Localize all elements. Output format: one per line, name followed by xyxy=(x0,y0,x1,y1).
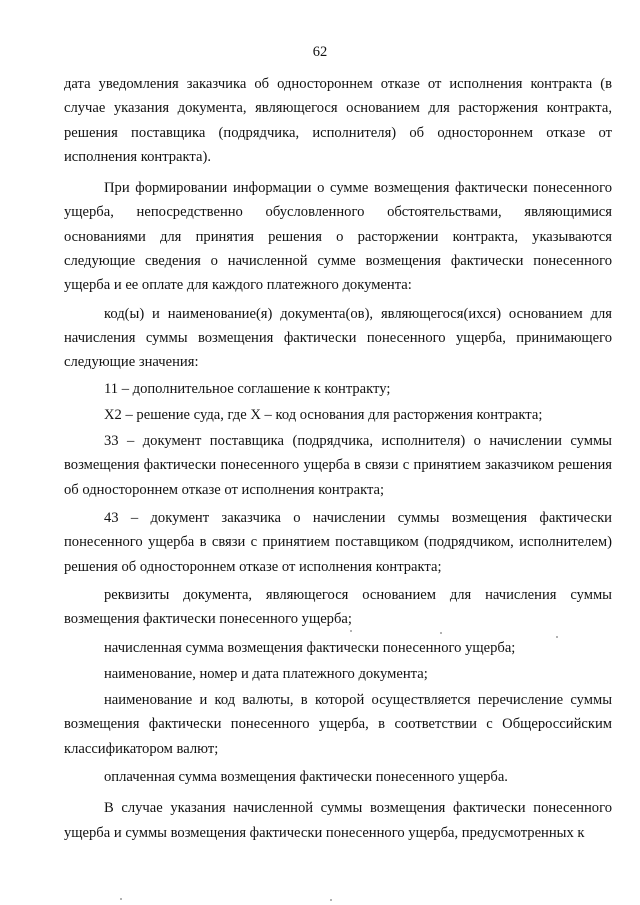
scan-speck xyxy=(350,630,352,632)
code-item-11: 11 – дополнительное соглашение к контракту; xyxy=(104,380,391,397)
paragraph-currency: наименование и код валюты, в которой осуществляется перечисление суммы возмещения фактически понесенного ущерба, в соответствии с Общероссийским классификатором валют; xyxy=(64,692,612,757)
paragraph-notification-date: дата уведомления заказчика об одностороннем отказе от исполнения контракта (в случае указания документа, являющегося основанием для расторжения контракта, решения поставщика (подрядчика, исполнителя) об одностороннем отказе от исполнения контракта). xyxy=(64,76,612,165)
document-body xyxy=(64,72,612,845)
paragraph-basis-document-details: реквизиты документа, являющегося основанием для начисления суммы возмещения фактически понесенного ущерба; xyxy=(64,586,612,628)
paragraph-document-codes: код(ы) и наименование(я) документа(ов), являющегося(ихся) основанием для начисления суммы возмещения фактически понесенного ущерба, принимающего следующие значения: xyxy=(64,305,612,371)
code-item-43: 43 – документ заказчика о начислении суммы возмещения фактически понесенного ущерба в связи с принятием поставщиком (подрядчиком, исполнителем) решения об одностороннем отказе от исполнения контракта; xyxy=(64,510,612,575)
paragraph-continuation: В случае указания начисленной суммы возмещения фактически понесенного ущерба и суммы возмещения фактически понесенного ущерба, предусмотренных к xyxy=(64,800,612,841)
page-number: 62 xyxy=(312,44,328,60)
scan-speck xyxy=(120,898,122,900)
scan-speck xyxy=(556,636,558,638)
code-item-x2: Х2 – решение суда, где Х – код основания для расторжения контракта; xyxy=(104,406,543,423)
paragraph-paid-amount: оплаченная сумма возмещения фактически понесенного ущерба. xyxy=(104,769,508,786)
code-item-33: 33 – документ поставщика (подрядчика, исполнителя) о начислении суммы возмещения фактически понесенного ущерба в связи с принятием заказчиком решения об одностороннем отказе от исполнения контракта; xyxy=(64,433,612,498)
scan-speck xyxy=(440,632,442,634)
paragraph-damage-info-intro: При формировании информации о сумме возмещения фактически понесенного ущерба, непосредственно обусловленного обстоятельствами, являющимися основаниями для принятия решения о расторжении контракта, указываются следующие сведения о начисленной сумме возмещения фактически понесенного ущерба и ее оплате для каждого платежного документа: xyxy=(64,180,612,294)
scan-speck xyxy=(330,899,332,901)
paragraph-payment-document: наименование, номер и дата платежного документа; xyxy=(104,665,428,682)
paragraph-accrued-amount: начисленная сумма возмещения фактически понесенного ущерба; xyxy=(104,639,516,656)
